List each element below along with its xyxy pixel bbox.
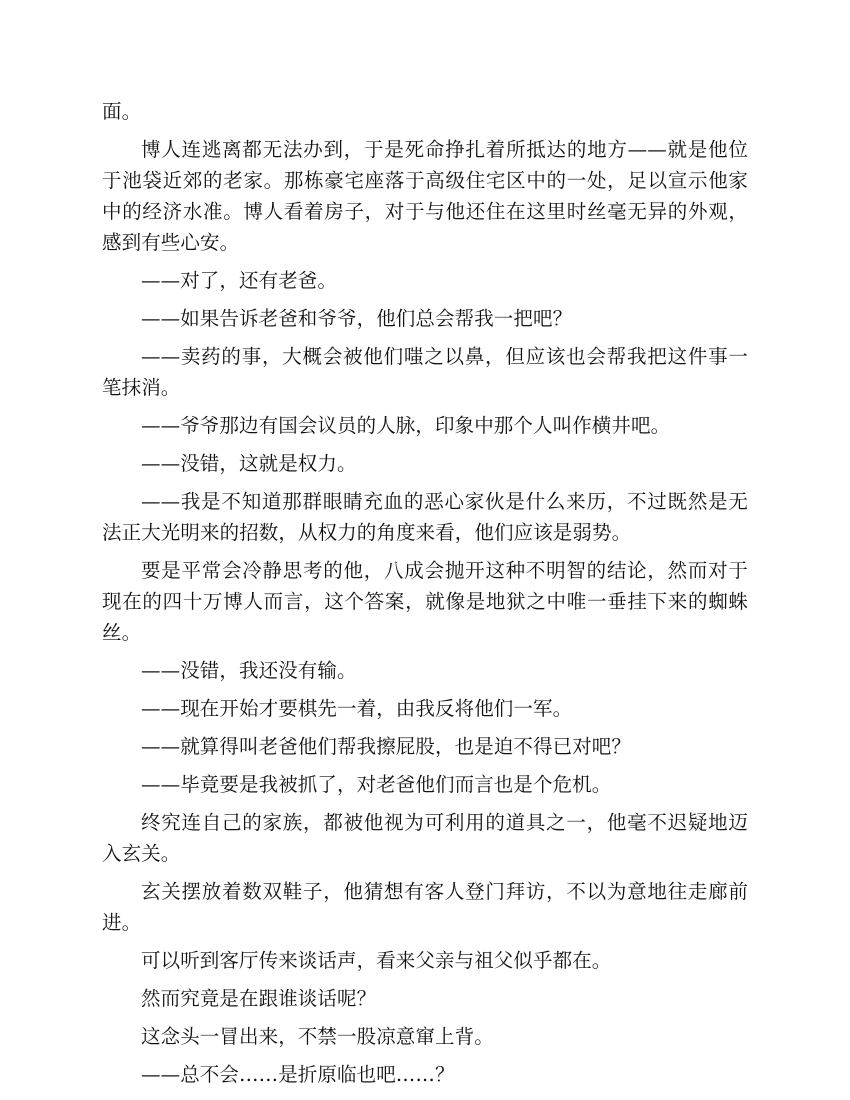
paragraph-14: 玄关摆放着数双鞋子，他猜想有客人登门拜访，不以为意地往走廊前进。: [102, 880, 748, 934]
paragraph-12: ——毕竟要是我被抓了，对老爸他们而言也是个危机。: [141, 773, 612, 796]
paragraph-16: 然而究竟是在跟谁谈话呢？: [141, 987, 377, 1010]
paragraph-11: ——就算得叫老爸他们帮我擦屁股，也是迫不得已对吧？: [141, 735, 632, 758]
paragraph-5: ——爷爷那边有国会议员的人脉，印象中那个人叫作横井吧。: [141, 414, 671, 437]
paragraph-4: ——卖药的事，大概会被他们嗤之以鼻，但应该也会帮我把这件事一笔抹消。: [102, 345, 748, 399]
paragraph-17: 这念头一冒出来，不禁一股凉意窜上背。: [141, 1025, 494, 1048]
document-page: [102, 96, 748, 1097]
paragraph-10: ——现在开始才要棋先一着，由我反将他们一军。: [141, 697, 573, 720]
paragraph-0: 面。: [102, 100, 142, 123]
paragraph-2: ——对了，还有老爸。: [141, 269, 338, 292]
paragraph-8: 要是平常会冷静思考的他，八成会抛开这种不明智的结论，然而对于现在的四十万博人而言，这个答案，就像是地狱之中唯一垂挂下来的蜘蛛丝。: [102, 559, 748, 644]
paragraph-6: ——没错，这就是权力。: [141, 452, 357, 475]
paragraph-3: ——如果告诉老爸和爷爷，他们总会帮我一把吧？: [141, 307, 573, 330]
paragraph-9: ——没错，我还没有输。: [141, 659, 357, 682]
paragraph-7: ——我是不知道那群眼睛充血的恶心家伙是什么来历，不过既然是无法正大光明来的招数，从权力的角度来看，他们应该是弱势。: [102, 490, 748, 544]
paragraph-1: 博人连逃离都无法办到，于是死命挣扎着所抵达的地方——就是他位于池袋近郊的老家。那栋豪宅座落于高级住宅区中的一处，足以宣示他家中的经济水准。博人看着房子，对于与他还住在这里时丝毫无异的外观，感到有些心安。: [102, 138, 748, 254]
paragraph-15: 可以听到客厅传来谈话声，看来父亲与祖父似乎都在。: [141, 949, 612, 972]
paragraph-13: 终究连自己的家族，都被他视为可利用的道具之一，他毫不迟疑地迈入玄关。: [102, 811, 748, 865]
paragraph-18: ——总不会……是折原临也吧……？: [141, 1063, 455, 1086]
